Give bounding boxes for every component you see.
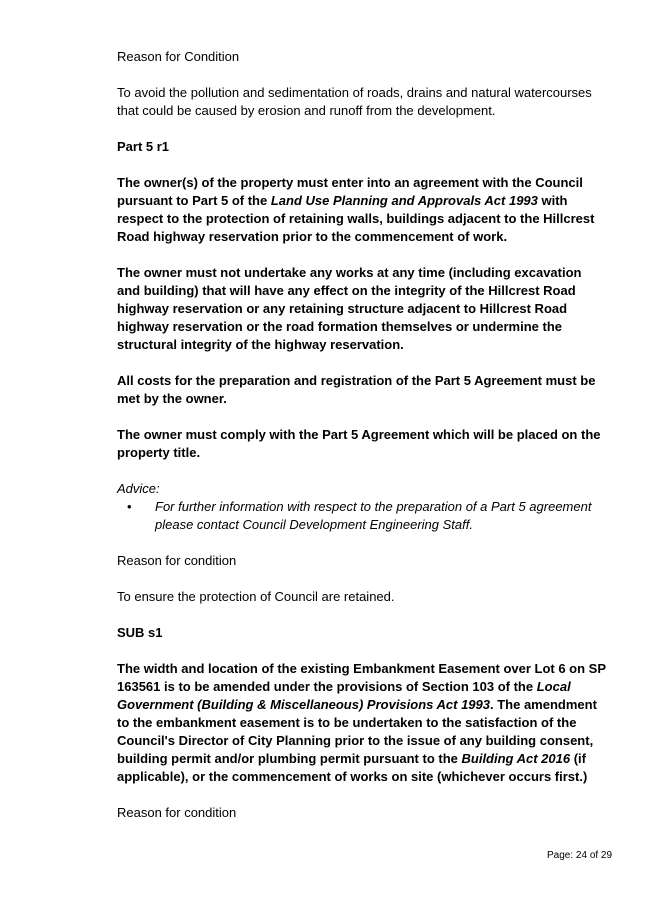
part5-paragraph-4: The owner must comply with the Part 5 Agreement which will be placed on the property title. [117, 427, 601, 460]
act-title-luppa: Land Use Planning and Approvals Act 1993 [270, 193, 538, 208]
part5-paragraph-1 [117, 174, 607, 246]
condition-heading-sub: SUB s1 [117, 625, 163, 640]
part5-p1-pre: The owner(s) of the property must enter into an agreement with the Council pursuant to Part 5 of the [117, 175, 583, 208]
sub-part-2: . The amendment to the embankment easement is to be undertaken to the satisfaction of the Council's Director of City Planning prior to the issue of any building consent, building permit and/or plumbing permit pursuant to the [117, 697, 597, 766]
sub-part-3: (if applicable), or the commencement of works on site (whichever occurs first.) [117, 751, 588, 784]
part5-paragraph-2: The owner must not undertake any works at any time (including excavation and building) that will have any effect on the integrity of the Hillcrest Road highway reservation or any retaining structure adjacent to Hillcrest Road highway reservation or the road formation themselves or undermine the structural integrity of the highway reservation. [117, 265, 582, 352]
sub-part-1: The width and location of the existing Embankment Easement over Lot 6 on SP 163561 is to be amended under the provisions of Section 103 of the [117, 661, 606, 694]
advice-label: Advice: [117, 481, 160, 496]
advice-item-text: For further information with respect to the preparation of a Part 5 agreement please contact Council Development Engineering Staff. [155, 499, 592, 532]
reason-text: To ensure the protection of Council are retained. [117, 589, 395, 604]
reason-heading: Reason for condition [117, 553, 237, 568]
act-title-lgbmpa: Local Government (Building & Miscellaneous) Provisions Act 1993 [117, 679, 571, 712]
reason-heading: Reason for condition [117, 805, 237, 820]
act-title-building-act: Building Act 2016 [461, 751, 571, 766]
bullet-icon: • [127, 499, 132, 514]
advice-list [117, 498, 607, 534]
part5-p1-post: with respect to the protection of retaining walls, buildings adjacent to the Hillcrest Road highway reservation prior to the commencement of work. [117, 193, 595, 244]
part5-paragraph-3: All costs for the preparation and registration of the Part 5 Agreement must be met by the owner. [117, 373, 596, 406]
page-number: Page: 24 of 29 [547, 850, 613, 861]
list-item [117, 498, 607, 534]
document-page [117, 48, 607, 822]
sub-paragraph [117, 660, 607, 786]
reason-heading: Reason for Condition [117, 49, 240, 64]
reason-text: To avoid the pollution and sedimentation of roads, drains and natural watercourses that could be caused by erosion and runoff from the development. [117, 85, 592, 118]
condition-heading-part5: Part 5 r1 [117, 139, 170, 154]
